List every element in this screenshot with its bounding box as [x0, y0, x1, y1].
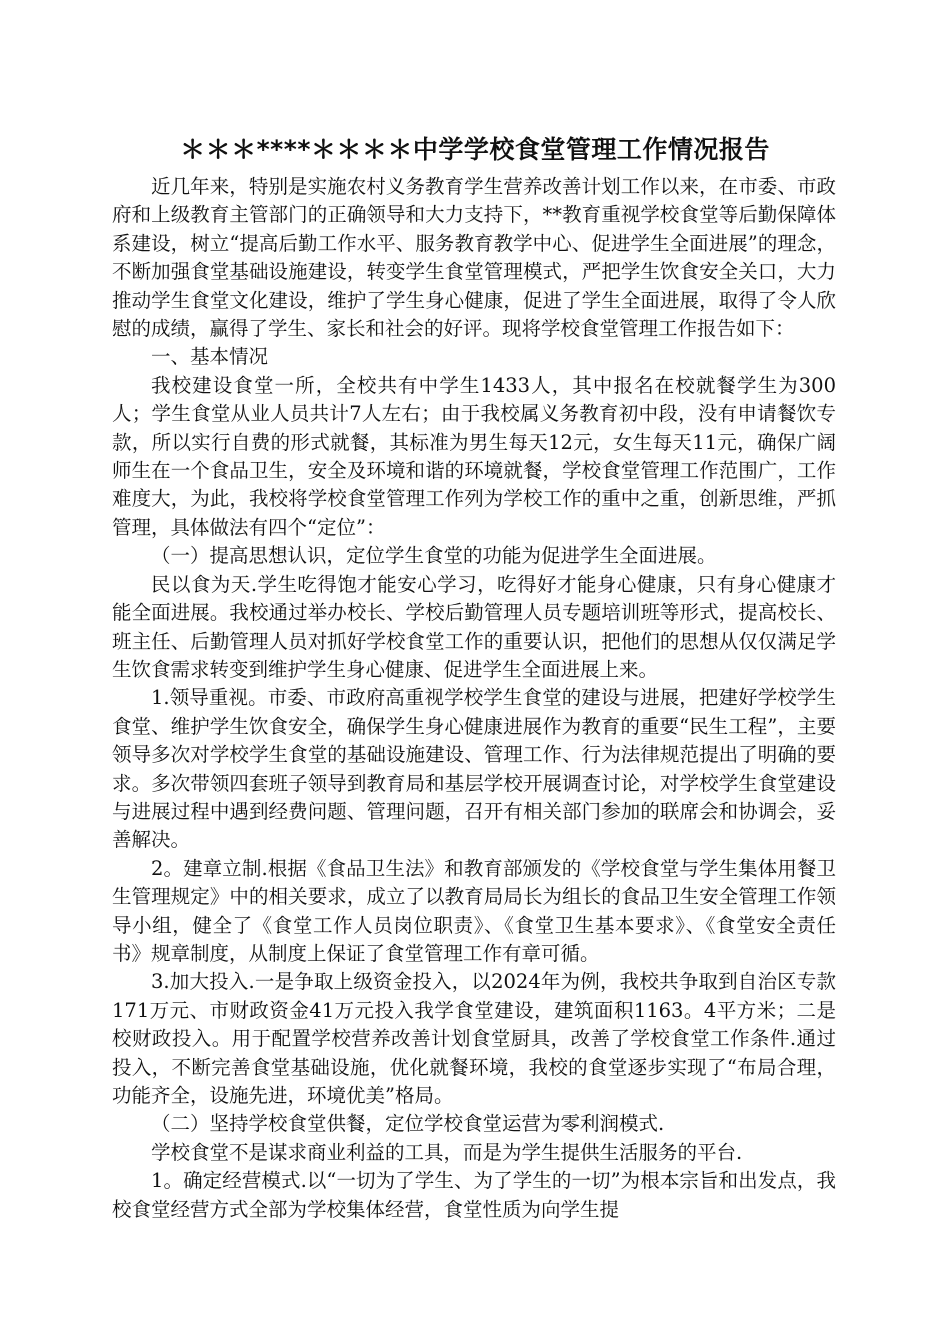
paragraph-not-profit: 学校食堂不是谋求商业利益的工具，而是为学生提供生活服务的平台. — [151, 1140, 743, 1164]
paragraph-basic-situation: 我校建设食堂一所，全校共有中学生1433人，其中报名在校就餐学生为300人；学生食堂从业人员共计7人左右；由于我校属义务教育初中段，没有申请餐饮专款，所以实行自费的形式就餐，其标准为男生每天12元，女生每天11元，确保广阔师生在一个食品卫生，安全及环境和谐的环境就餐，学校食堂管理工作范围广，工作难度大，为此，我校将学校食堂管理工作列为学校工作的重中之重，创新思维，严抓管理，具体做法有四个“定位”： — [112, 373, 836, 539]
paragraph-food-first: 民以食为天.学生吃得饱才能安心学习，吃得好才能身心健康，只有身心健康才能全面进展。我校通过举办校长、学校后勤管理人员专题培训班等形式，提高校长、班主任、后勤管理人员对抓好学校食堂工作的重要认识，把他们的思想从仅仅满足学生饮食需求转变到维护学生身心健康、促进学生全面进展上来。 — [112, 572, 836, 681]
document-title: ＊＊＊****＊＊＊＊中学学校食堂管理工作情况报告 — [180, 135, 770, 164]
paragraph-regulations: 2。建章立制.根据《食品卫生法》和教育部颁发的《学校食堂与学生集体用餐卫生管理规定》中的相关要求，成立了以教育局局长为组长的食品卫生安全管理工作领导小组，健全了《食堂工作人员岗位职责》、《食堂卫生基本要求》、《食堂安全责任书》规章制度，从制度上保证了食堂管理工作有章可循。 — [112, 856, 836, 965]
paragraph-investment: 3.加大投入.一是争取上级资金投入，以2024年为例，我校共争取到自治区专款171万元、市财政资金41万元投入我学食堂建设，建筑面积1163。4平方米；二是校财政投入。用于配置学校营养改善计划食堂厨具，改善了学校食堂工作条件.通过投入，不断完善食堂基础设施，优化就餐环境，我校的食堂逐步实现了“布局合理，功能齐全，设施先进，环境优美”格局。 — [112, 970, 836, 1107]
document-body — [112, 173, 836, 1224]
paragraph-leadership: 1.领导重视。市委、市政府高重视学校学生食堂的建设与进展，把建好学校学生食堂、维护学生饮食安全，确保学生身心健康进展作为教育的重要“民生工程”，主要领导多次对学校学生食堂的基础设施建设、管理工作、行为法律规范提出了明确的要求。多次带领四套班子领导到教育局和基层学校开展调查讨论，对学校学生食堂建设与进展过程中遇到经费问题、管理问题，召开有相关部门参加的联席会和协调会，妥善解决。 — [112, 686, 836, 852]
subheading-1: （一）提高思想认识，定位学生食堂的功能为促进学生全面进展。 — [151, 544, 717, 568]
section-heading-basic-situation: 一、基本情况 — [151, 345, 269, 369]
subheading-2: （二）坚持学校食堂供餐，定位学校食堂运营为零利润模式. — [151, 1112, 665, 1136]
paragraph-intro: 近几年来，特别是实施农村义务教育学生营养改善计划工作以来，在市委、市政府和上级教育主管部门的正确领导和大力支持下，**教育重视学校食堂等后勤保障体系建设，树立“提高后勤工作水平、服务教育教学中心、促进学生全面进展”的理念，不断加强食堂基础设施建设，转变学生食堂管理模式，严把学生饮食安全关口，大力推动学生食堂文化建设，维护了学生身心健康，促进了学生全面进展，取得了令人欣慰的成绩，赢得了学生、家长和社会的好评。现将学校食堂管理工作报告如下： — [112, 175, 836, 341]
paragraph-operation-mode: 1。确定经营模式.以“一切为了学生、为了学生的一切”为根本宗旨和出发点，我校食堂经营方式全部为学校集体经营，食堂性质为向学生提 — [112, 1169, 836, 1221]
